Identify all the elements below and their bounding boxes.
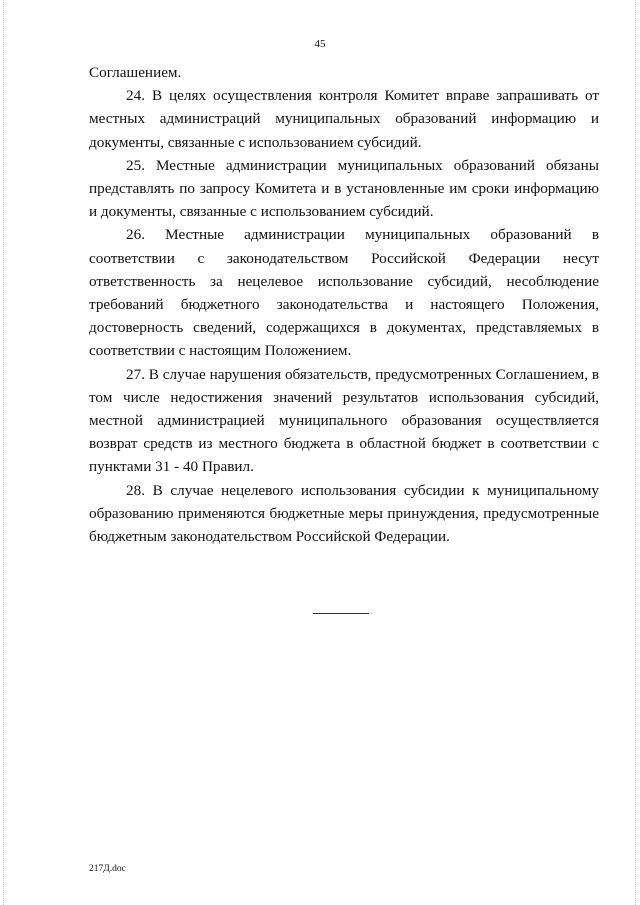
scan-edge-right: [635, 0, 637, 905]
footer-filename: 217Д.doc: [89, 864, 126, 874]
paragraph-27: 27. В случае нарушения обязательств, предусмотренных Соглашением, в том числе недостижения значений результатов использования субсидий, местной администрацией муниципального образования осуществляется возврат средств из местного бюджета в областной бюджет в соответствии с пунктами 31 - 40 Правил.: [89, 365, 599, 476]
paragraph-25: 25. Местные администрации муниципальных образований обязаны представлять по запросу Комитета и в установленные им сроки информацию и документы, связанные с использованием субсидий.: [89, 156, 599, 221]
paragraph-26: 26. Местные администрации муниципальных образований в соответствии с законодательством Российской Федерации несут ответственность за нецелевое использование субсидий, несоблюдение требований бюджетного законодательства и настоящего Положения, достоверность сведений, содержащихся в документах, представляемых в соответствии с настоящим Положением.: [89, 226, 599, 360]
document-body: [89, 61, 599, 548]
scan-edge-left: [3, 0, 5, 905]
paragraph-24: 24. В целях осуществления контроля Комитет вправе запрашивать от местных администраций муниципальных образований информацию и документы, связанные с использованием субсидий.: [89, 87, 599, 151]
end-divider-line: [313, 613, 369, 614]
page-number: 45: [314, 38, 326, 50]
paragraph-continuation: Соглашением.: [89, 64, 182, 81]
paragraph-28: 28. В случае нецелевого использования субсидии к муниципальному образованию применяются бюджетные меры принуждения, предусмотренные бюджетным законодательством Российской Федерации.: [89, 481, 599, 546]
